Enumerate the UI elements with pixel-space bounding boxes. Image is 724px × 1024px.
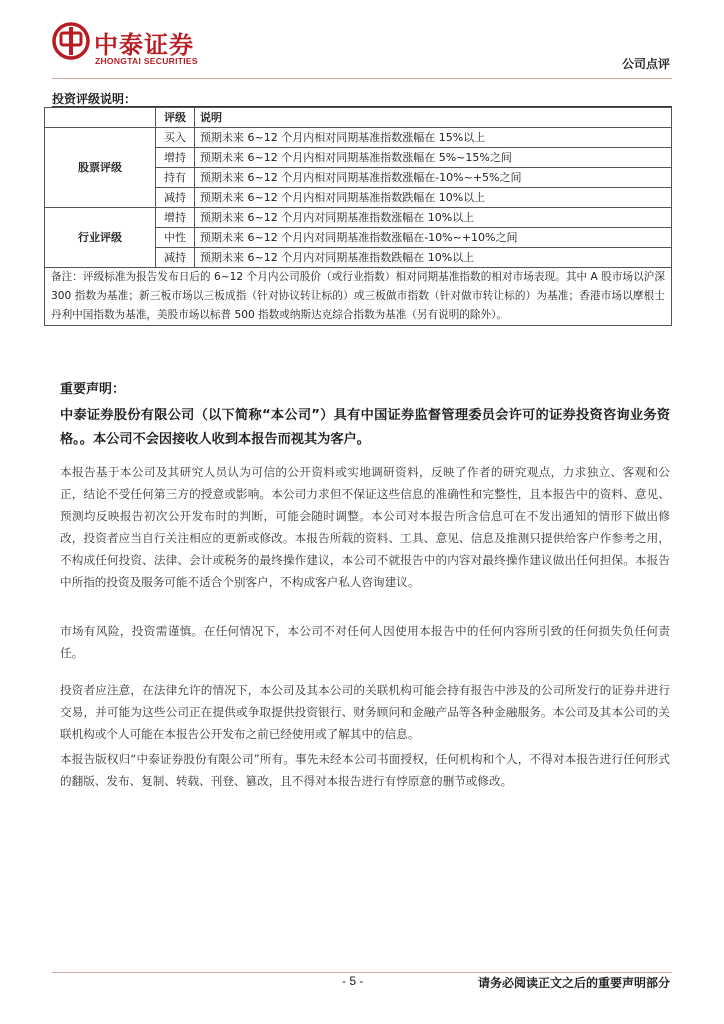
table-row	[45, 128, 672, 148]
table-header-grade: 评级	[156, 108, 195, 128]
rating-section-title: 投资评级说明：	[52, 92, 137, 106]
rating-note: 备注：评级标准为报告发布日后的 6~12 个月内公司股价（或行业指数）相对同期基准指数的相对市场表现。其中 A 股市场以沪深 300 指数为基准；新三板市场以三板成指（针对协议转让标的）或三板做市指数（针对做市转让标的）为基准；香港市场以摩根士丹利中国指数为基准，美股市场以标普 500 指数或纳斯达克综合指数为基准（另有说明的除外）。	[45, 268, 672, 326]
disclaimer-highlight: 中泰证券股份有限公司（以下简称“本公司”）具有中国证券监督管理委员会许可的证券投资咨询业务资格。。本公司不会因接收人收到本报告而视其为客户。	[60, 408, 670, 447]
table-row	[45, 208, 672, 228]
rating-table	[44, 107, 672, 326]
header-divider	[52, 78, 672, 79]
logo-chinese-name: 中泰证券	[94, 31, 194, 59]
page-number: - 5 -	[342, 974, 364, 988]
footer-notice: 请务必阅读正文之后的重要声明部分	[477, 976, 670, 990]
desc-cell: 预期未来 6~12 个月内相对同期基准指数跌幅在 10%以上	[195, 188, 672, 208]
disclaimer-title: 重要声明：	[60, 382, 126, 397]
document-type: 公司点评	[621, 57, 670, 71]
desc-cell: 预期未来 6~12 个月内相对同期基准指数涨幅在 5%~15%之间	[195, 148, 672, 168]
desc-cell: 预期未来 6~12 个月内对同期基准指数涨幅在 10%以上	[195, 208, 672, 228]
table-header-desc: 说明	[195, 108, 672, 128]
grade-cell: 买入	[156, 128, 195, 148]
disclaimer-paragraph: 本报告版权归“中泰证券股份有限公司”所有。事先未经本公司书面授权，任何机构和个人，不得对本报告进行任何形式的翻版、发布、复制、转载、刊登、篡改，且不得对本报告进行有悖原意的删节或修改。	[60, 752, 670, 788]
company-logo	[52, 22, 252, 74]
grade-cell: 增持	[156, 208, 195, 228]
table-header-row	[45, 108, 672, 128]
stock-rating-group-label: 股票评级	[45, 128, 156, 208]
page-header	[0, 0, 724, 80]
desc-cell: 预期未来 6~12 个月内对同期基准指数涨幅在-10%~+10%之间	[195, 228, 672, 248]
desc-cell: 预期未来 6~12 个月内相对同期基准指数涨幅在 15%以上	[195, 128, 672, 148]
grade-cell: 中性	[156, 228, 195, 248]
table-note-row	[45, 268, 672, 326]
desc-cell: 预期未来 6~12 个月内相对同期基准指数涨幅在-10%~+5%之间	[195, 168, 672, 188]
grade-cell: 增持	[156, 148, 195, 168]
logo-english-name: ZHONGTAI SECURITIES	[95, 56, 198, 66]
industry-rating-group-label: 行业评级	[45, 208, 156, 268]
grade-cell: 持有	[156, 168, 195, 188]
disclaimer-paragraph: 市场有风险，投资需谨慎。在任何情况下，本公司不对任何人因使用本报告中的任何内容所引致的任何损失负任何责任。	[60, 624, 670, 660]
desc-cell: 预期未来 6~12 个月内对同期基准指数跌幅在 10%以上	[195, 248, 672, 268]
footer-divider	[52, 972, 672, 973]
disclaimer-paragraph: 投资者应注意，在法律允许的情况下，本公司及其本公司的关联机构可能会持有报告中涉及的公司所发行的证券并进行交易，并可能为这些公司正在提供或争取提供投资银行、财务顾问和金融产品等各种金融服务。本公司及其本公司的关联机构或个人可能在本报告公开发布之前已经使用或了解其中的信息。	[60, 683, 670, 741]
grade-cell: 减持	[156, 248, 195, 268]
zhongtai-logo-icon	[52, 22, 90, 60]
grade-cell: 减持	[156, 188, 195, 208]
disclaimer-paragraph: 本报告基于本公司及其研究人员认为可信的公开资料或实地调研资料，反映了作者的研究观点，力求独立、客观和公正，结论不受任何第三方的授意或影响。本公司力求但不保证这些信息的准确性和完整性，且本报告中的资料、意见、预测均反映报告初次公开发布时的判断，可能会随时调整。本公司对本报告所含信息可在不发出通知的情形下做出修改，投资者应当自行关注相应的更新或修改。本报告所载的资料、工具、意见、信息及推测只提供给客户作参考之用，不构成任何投资、法律、会计或税务的最终操作建议，本公司不就报告中的内容对最终操作建议做出任何担保。本报告中所指的投资及服务可能不适合个别客户，不构成客户私人咨询建议。	[60, 465, 670, 589]
table-header-blank	[45, 108, 156, 128]
